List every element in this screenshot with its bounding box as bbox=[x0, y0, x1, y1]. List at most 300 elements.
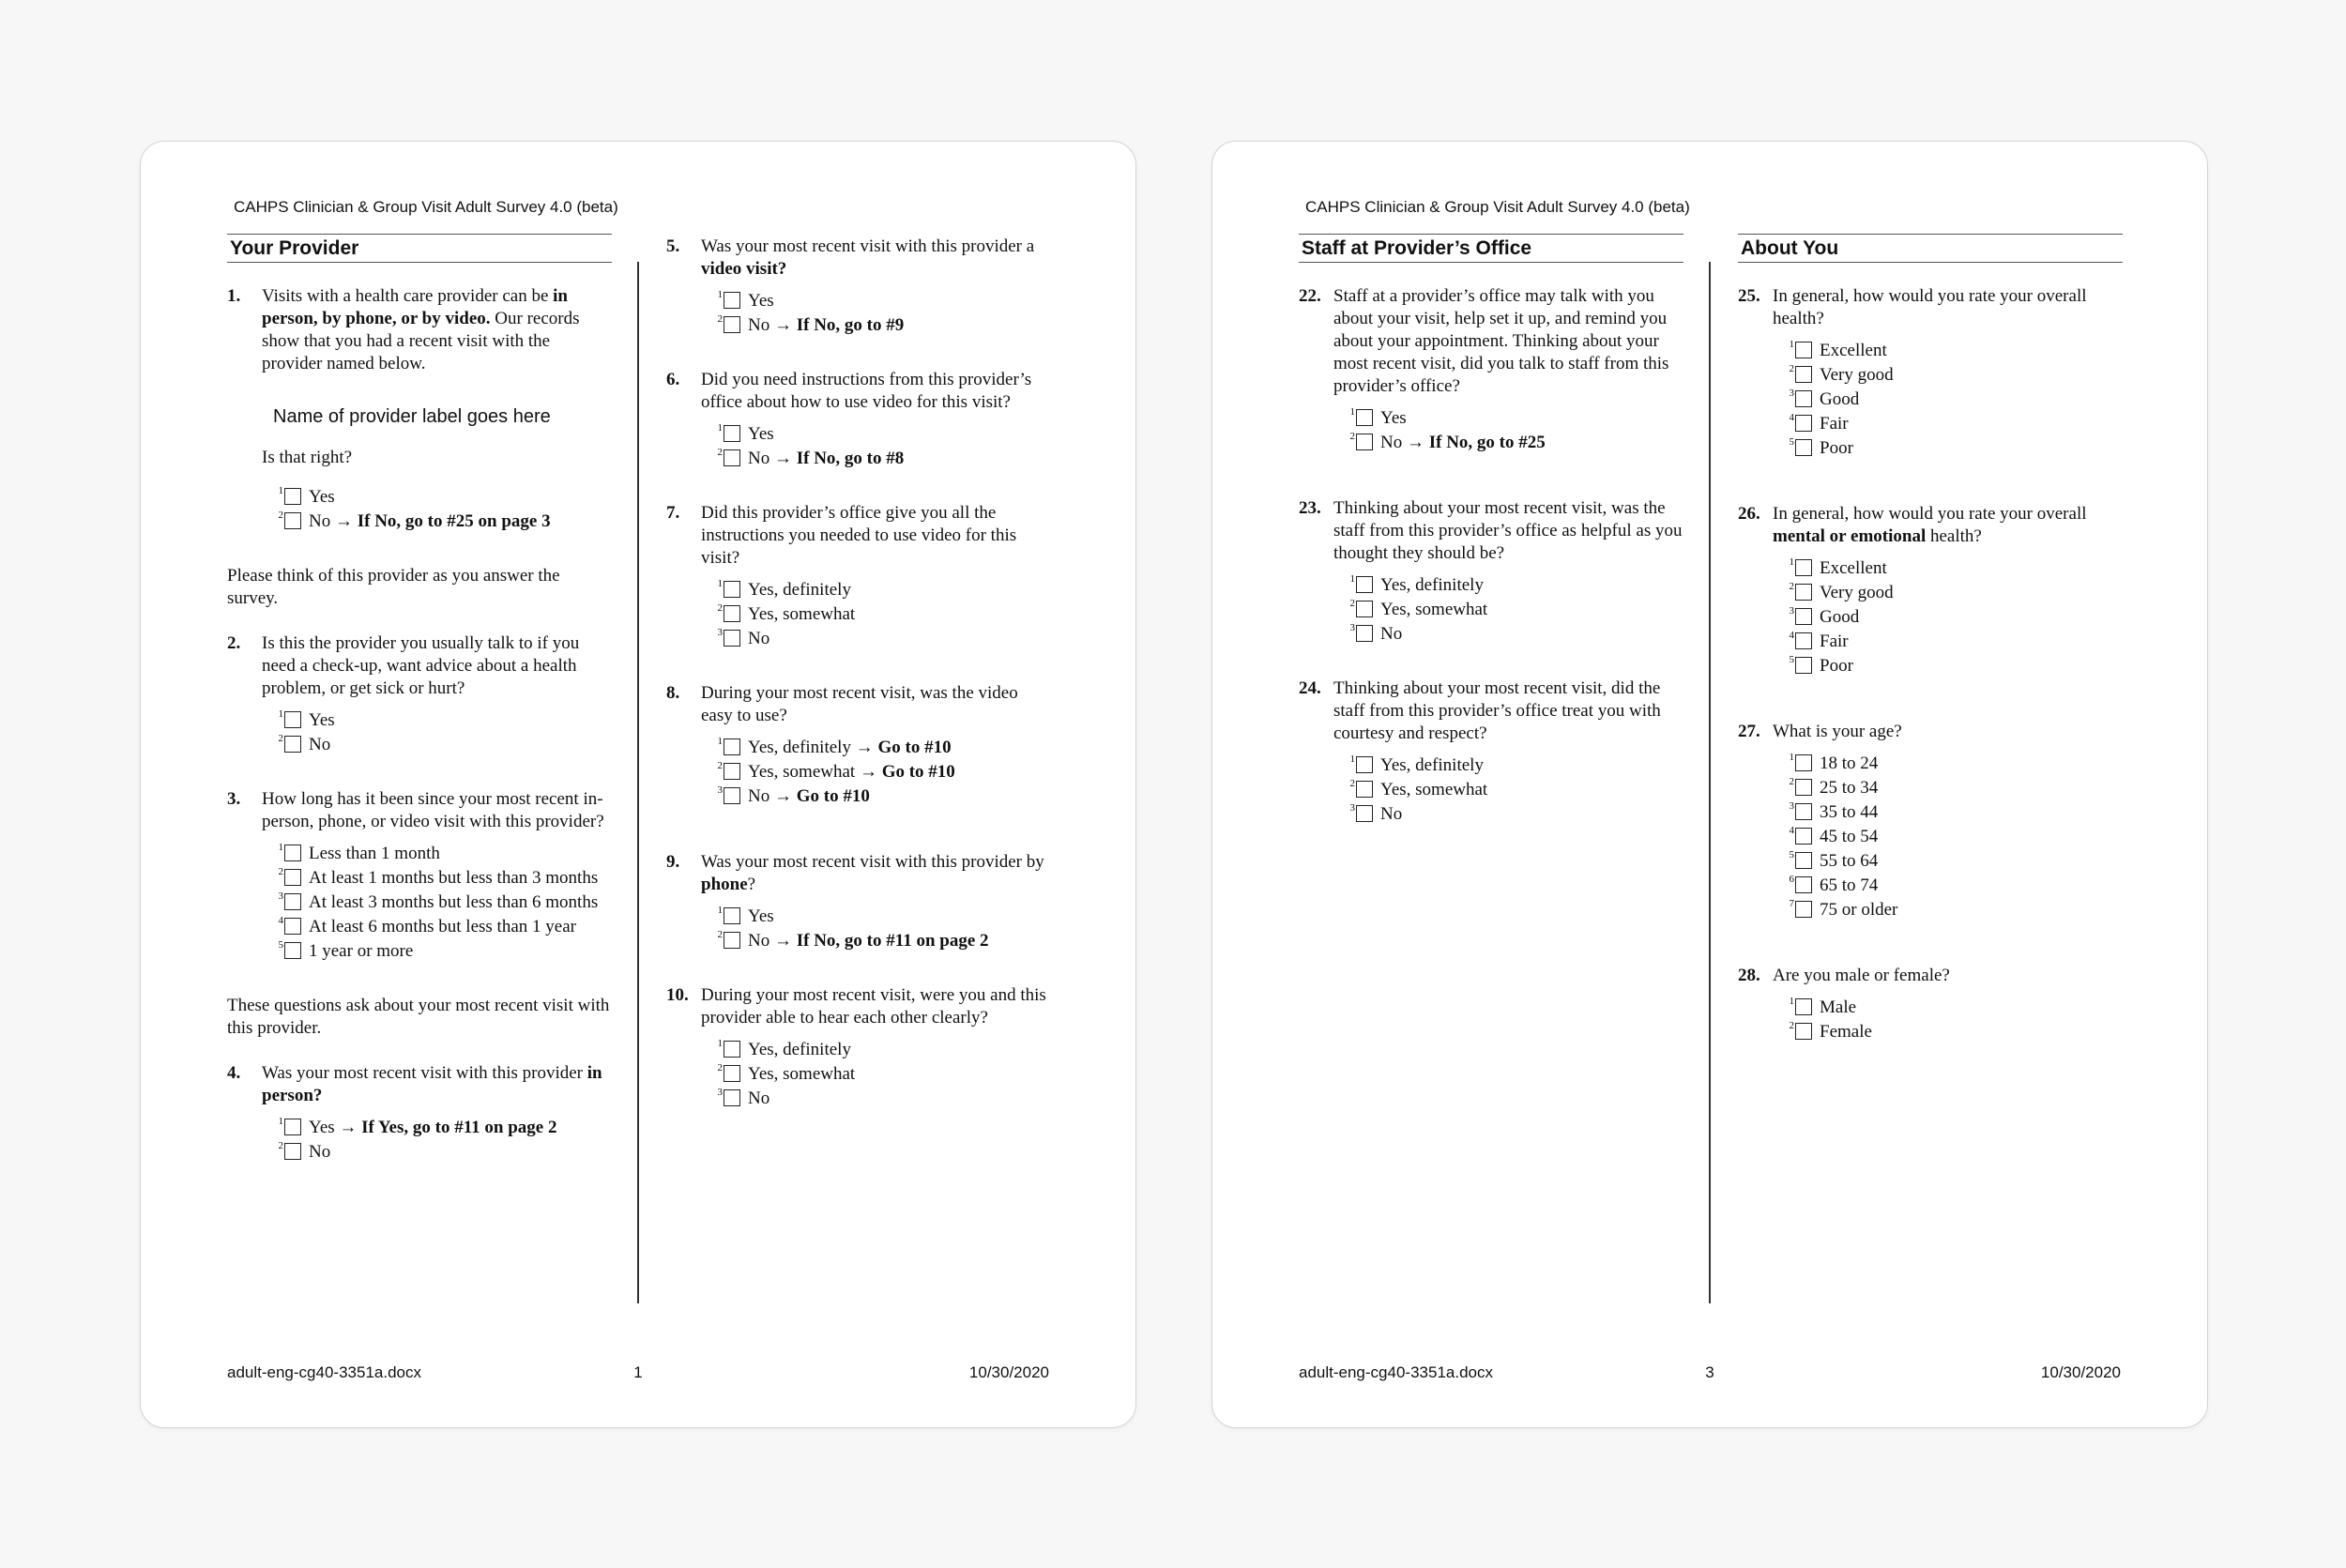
question-6 bbox=[666, 369, 1051, 414]
answer-option[interactable] bbox=[1786, 435, 2123, 460]
option-label: No → If No, go to #25 bbox=[1380, 433, 1546, 452]
option-label: No bbox=[1380, 804, 1403, 824]
answer-option[interactable] bbox=[714, 904, 1051, 928]
question-text: Did this provider’s office give you all the instructions you needed to use video for this visit? bbox=[701, 503, 1017, 568]
checkbox[interactable] bbox=[1795, 415, 1812, 432]
answer-option[interactable] bbox=[714, 1086, 1051, 1110]
answer-option[interactable] bbox=[1347, 572, 1683, 597]
checkbox[interactable] bbox=[1356, 576, 1373, 593]
checkbox[interactable] bbox=[724, 907, 740, 924]
option-label: 55 to 64 bbox=[1820, 851, 1879, 871]
question-10 bbox=[666, 984, 1051, 1029]
answer-option[interactable] bbox=[1786, 1019, 2123, 1043]
question-number: 25. bbox=[1738, 286, 1760, 306]
option-code: 1 bbox=[717, 1038, 723, 1049]
option-code: 1 bbox=[717, 736, 723, 747]
checkbox[interactable] bbox=[1795, 852, 1812, 869]
answer-options bbox=[275, 841, 612, 963]
checkbox[interactable] bbox=[724, 932, 740, 949]
checkbox[interactable] bbox=[1795, 828, 1812, 845]
answer-option[interactable] bbox=[714, 626, 1051, 650]
question-text: Thinking about your most recent visit, did the staff from this provider’s office treat you with courtesy and respect? bbox=[1333, 678, 1661, 743]
question-number: 23. bbox=[1299, 498, 1321, 518]
skip-instruction: If Yes, go to #11 on page 2 bbox=[361, 1118, 557, 1137]
answer-option[interactable] bbox=[1786, 362, 2123, 387]
answer-option[interactable] bbox=[1347, 753, 1683, 777]
option-code: 2 bbox=[717, 1062, 723, 1073]
answer-options bbox=[1786, 556, 2123, 677]
checkbox[interactable] bbox=[1795, 901, 1812, 918]
option-code: 1 bbox=[1349, 573, 1355, 585]
checkbox[interactable] bbox=[724, 738, 740, 755]
option-code: 3 bbox=[717, 784, 723, 796]
skip-arrow-icon: → bbox=[773, 315, 792, 335]
checkbox[interactable] bbox=[284, 1143, 301, 1160]
question-number: 22. bbox=[1299, 286, 1321, 306]
answer-option[interactable] bbox=[714, 421, 1051, 446]
answer-option[interactable] bbox=[1786, 556, 2123, 580]
option-code: 1 bbox=[1789, 752, 1794, 763]
answer-option[interactable] bbox=[714, 928, 1051, 952]
question-28 bbox=[1738, 965, 2123, 987]
question-5 bbox=[666, 236, 1051, 281]
skip-arrow-icon: → bbox=[334, 511, 353, 531]
checkbox[interactable] bbox=[724, 630, 740, 647]
option-code: 2 bbox=[717, 760, 723, 771]
checkbox[interactable] bbox=[1795, 559, 1812, 576]
question-number: 24. bbox=[1299, 678, 1321, 698]
answer-option[interactable] bbox=[1786, 629, 2123, 653]
document-header: CAHPS Clinician & Group Visit Adult Survey 4.0 (beta) bbox=[1305, 198, 1690, 216]
instruction-note: Please think of this provider as you answer the survey. bbox=[227, 566, 560, 608]
answer-option[interactable] bbox=[714, 1061, 1051, 1086]
question-27 bbox=[1738, 721, 2123, 743]
question-text: In general, how would you rate your overall mental or emotional health? bbox=[1773, 504, 2087, 546]
answer-option[interactable] bbox=[275, 938, 612, 963]
option-code: 2 bbox=[717, 929, 723, 940]
question-text: Thinking about your most recent visit, was the staff from this provider’s office as helpful as you thought they should be? bbox=[1333, 498, 1683, 563]
survey-page-3 bbox=[1211, 141, 2208, 1428]
question-22 bbox=[1299, 285, 1683, 398]
skip-arrow-icon: → bbox=[773, 931, 792, 951]
option-label: 1 year or more bbox=[309, 941, 414, 961]
option-label: Excellent bbox=[1820, 341, 1887, 360]
question-text: How long has it been since your most recent in-person, phone, or video visit with this provider? bbox=[262, 789, 604, 831]
option-code: 2 bbox=[717, 602, 723, 614]
option-code: 2 bbox=[717, 313, 723, 325]
question-4 bbox=[227, 1062, 612, 1107]
footer-filename: adult-eng-cg40-3351a.docx bbox=[1299, 1363, 1493, 1381]
answer-option[interactable] bbox=[1786, 995, 2123, 1019]
section-title-staff: Staff at Provider’s Office bbox=[1299, 234, 1683, 263]
answer-option[interactable] bbox=[1347, 597, 1683, 621]
option-label: 45 to 54 bbox=[1820, 827, 1879, 846]
checkbox[interactable] bbox=[284, 488, 301, 505]
checkbox[interactable] bbox=[1356, 756, 1373, 773]
checkbox[interactable] bbox=[724, 787, 740, 804]
answer-option[interactable] bbox=[714, 1037, 1051, 1061]
option-label: No bbox=[748, 1088, 770, 1108]
answer-options bbox=[275, 484, 612, 533]
option-code: 1 bbox=[717, 289, 723, 300]
option-label: Fair bbox=[1820, 414, 1849, 434]
checkbox[interactable] bbox=[724, 763, 740, 780]
skip-instruction: If No, go to #8 bbox=[796, 449, 905, 468]
question-text: Was your most recent visit with this provider a video visit? bbox=[701, 236, 1035, 279]
skip-instruction: If No, go to #25 bbox=[1428, 433, 1546, 452]
option-label: 75 or older bbox=[1820, 900, 1898, 920]
checkbox[interactable] bbox=[284, 869, 301, 886]
answer-option[interactable] bbox=[1786, 338, 2123, 362]
answer-options bbox=[275, 708, 612, 756]
answer-options bbox=[714, 288, 1051, 337]
option-code: 1 bbox=[278, 842, 283, 853]
option-code: 2 bbox=[278, 866, 283, 877]
option-label: No → If No, go to #9 bbox=[748, 315, 905, 335]
checkbox[interactable] bbox=[284, 736, 301, 753]
question-number: 6. bbox=[666, 370, 680, 389]
option-code: 6 bbox=[1789, 874, 1794, 885]
section-title-your-provider: Your Provider bbox=[227, 234, 612, 263]
option-label: Very good bbox=[1820, 365, 1894, 385]
checkbox[interactable] bbox=[724, 605, 740, 622]
skip-arrow-icon: → bbox=[773, 786, 792, 806]
option-code: 4 bbox=[1789, 630, 1794, 641]
option-label: Female bbox=[1820, 1022, 1872, 1042]
answer-option[interactable] bbox=[1786, 873, 2123, 897]
option-label: No bbox=[748, 629, 770, 648]
footer-filename: adult-eng-cg40-3351a.docx bbox=[227, 1363, 421, 1381]
answer-options bbox=[1786, 338, 2123, 460]
document-header: CAHPS Clinician & Group Visit Adult Survey 4.0 (beta) bbox=[234, 198, 618, 216]
question-text: What is your age? bbox=[1773, 722, 1902, 741]
option-label: Male bbox=[1820, 997, 1857, 1017]
option-code: 2 bbox=[278, 1140, 283, 1151]
skip-arrow-icon: → bbox=[1406, 433, 1424, 452]
option-code: 1 bbox=[1789, 996, 1794, 1007]
skip-arrow-icon: → bbox=[773, 449, 792, 468]
answer-option[interactable] bbox=[1347, 777, 1683, 801]
option-label: No → If No, go to #25 on page 3 bbox=[309, 511, 551, 531]
answer-options bbox=[1786, 751, 2123, 921]
answer-option[interactable] bbox=[275, 1115, 612, 1139]
answer-option[interactable] bbox=[714, 446, 1051, 470]
answer-option[interactable] bbox=[1786, 580, 2123, 604]
answer-option[interactable] bbox=[714, 735, 1051, 759]
provider-name-label: Name of provider label goes here bbox=[273, 406, 551, 427]
question-text: Was your most recent visit with this provider in person? bbox=[262, 1063, 602, 1105]
checkbox[interactable] bbox=[284, 512, 301, 529]
option-label: Less than 1 month bbox=[309, 844, 440, 863]
option-label: 35 to 44 bbox=[1820, 802, 1879, 822]
option-code: 3 bbox=[1789, 388, 1794, 399]
answer-option[interactable] bbox=[1347, 801, 1683, 826]
answer-option[interactable] bbox=[1786, 824, 2123, 848]
option-label: No → Go to #10 bbox=[748, 786, 870, 806]
option-label: 65 to 74 bbox=[1820, 875, 1879, 895]
answer-option[interactable] bbox=[1786, 751, 2123, 775]
option-label: Poor bbox=[1820, 438, 1853, 458]
question-text: Staff at a provider’s office may talk with you about your visit, help set it up, and remind you about your appointment. Thinking about your most recent visit, did you talk to staff from this provider’s office? bbox=[1333, 286, 1669, 396]
checkbox[interactable] bbox=[1356, 781, 1373, 798]
answer-options bbox=[1347, 572, 1683, 646]
option-label: No bbox=[309, 1142, 331, 1162]
column-right bbox=[666, 236, 1051, 1142]
answer-option[interactable] bbox=[1786, 604, 2123, 629]
option-label: Yes bbox=[309, 710, 335, 730]
option-code: 3 bbox=[1349, 622, 1355, 633]
question-text: Was your most recent visit with this provider by phone? bbox=[701, 852, 1044, 894]
skip-instruction: Go to #10 bbox=[881, 762, 955, 782]
question-1-subprompt: Is that right? bbox=[262, 448, 353, 467]
answer-option[interactable] bbox=[1786, 387, 2123, 411]
option-code: 2 bbox=[717, 447, 723, 458]
question-text: Is this the provider you usually talk to if you need a check-up, want advice about a health problem, or get sick or hurt? bbox=[262, 633, 580, 698]
question-1 bbox=[227, 285, 612, 375]
question-text: During your most recent visit, was the video easy to use? bbox=[701, 683, 1018, 725]
option-label: Yes bbox=[748, 424, 774, 444]
checkbox[interactable] bbox=[1356, 601, 1373, 617]
answer-option[interactable] bbox=[714, 288, 1051, 312]
answer-option[interactable] bbox=[1786, 897, 2123, 921]
checkbox[interactable] bbox=[1795, 779, 1812, 796]
checkbox[interactable] bbox=[284, 893, 301, 910]
column-divider bbox=[1709, 262, 1711, 1303]
option-label: Yes bbox=[748, 906, 774, 926]
checkbox[interactable] bbox=[1795, 803, 1812, 820]
checkbox[interactable] bbox=[1795, 439, 1812, 456]
option-code: 3 bbox=[1789, 605, 1794, 617]
answer-option[interactable] bbox=[275, 865, 612, 890]
question-number: 7. bbox=[666, 503, 680, 523]
option-code: 5 bbox=[278, 939, 283, 951]
question-text: During your most recent visit, were you and this provider able to hear each other clearly? bbox=[701, 985, 1046, 1028]
answer-option[interactable] bbox=[1347, 405, 1683, 430]
question-number: 9. bbox=[666, 852, 680, 872]
checkbox[interactable] bbox=[1795, 876, 1812, 893]
option-label: No bbox=[309, 735, 331, 754]
instruction-note: These questions ask about your most recent visit with this provider. bbox=[227, 996, 610, 1038]
option-label: Fair bbox=[1820, 632, 1849, 651]
answer-option[interactable] bbox=[1786, 653, 2123, 677]
option-code: 1 bbox=[717, 578, 723, 589]
skip-instruction: If No, go to #11 on page 2 bbox=[796, 931, 989, 951]
option-label: No → If No, go to #11 on page 2 bbox=[748, 931, 989, 951]
checkbox[interactable] bbox=[1795, 608, 1812, 625]
option-label: Yes, definitely bbox=[748, 1040, 851, 1059]
checkbox[interactable] bbox=[284, 942, 301, 959]
skip-arrow-icon: → bbox=[855, 738, 874, 757]
checkbox[interactable] bbox=[1356, 409, 1373, 426]
checkbox[interactable] bbox=[724, 316, 740, 333]
footer-page-number: 1 bbox=[633, 1363, 643, 1381]
checkbox[interactable] bbox=[724, 449, 740, 466]
option-code: 2 bbox=[278, 510, 283, 521]
skip-instruction: Go to #10 bbox=[796, 786, 870, 806]
option-label: Yes bbox=[309, 487, 335, 507]
option-code: 3 bbox=[1789, 800, 1794, 812]
option-code: 3 bbox=[1349, 802, 1355, 814]
question-9 bbox=[666, 851, 1051, 896]
option-label: Poor bbox=[1820, 656, 1853, 676]
question-8 bbox=[666, 682, 1051, 727]
option-code: 2 bbox=[1789, 581, 1794, 592]
answer-option[interactable] bbox=[275, 484, 612, 509]
answer-option[interactable] bbox=[275, 708, 612, 732]
option-code: 4 bbox=[1789, 412, 1794, 423]
option-label: Yes → If Yes, go to #11 on page 2 bbox=[309, 1118, 557, 1137]
answer-option[interactable] bbox=[1786, 848, 2123, 873]
option-code: 5 bbox=[1789, 436, 1794, 448]
option-label: At least 6 months but less than 1 year bbox=[309, 917, 576, 936]
question-number: 27. bbox=[1738, 722, 1760, 741]
checkbox[interactable] bbox=[1795, 1023, 1812, 1040]
checkbox[interactable] bbox=[284, 711, 301, 728]
checkbox[interactable] bbox=[724, 1089, 740, 1106]
option-label: Very good bbox=[1820, 583, 1894, 602]
option-code: 2 bbox=[1349, 598, 1355, 609]
option-code: 2 bbox=[1789, 776, 1794, 787]
option-label: Yes, somewhat bbox=[1380, 600, 1488, 619]
answer-option[interactable] bbox=[275, 1139, 612, 1164]
column-divider bbox=[637, 262, 639, 1303]
option-label: Good bbox=[1820, 607, 1860, 627]
option-code: 3 bbox=[278, 891, 283, 902]
answer-option[interactable] bbox=[275, 890, 612, 914]
checkbox[interactable] bbox=[284, 1119, 301, 1135]
checkbox[interactable] bbox=[1795, 632, 1812, 649]
option-code: 1 bbox=[278, 485, 283, 496]
answer-options bbox=[275, 1115, 612, 1164]
answer-option[interactable] bbox=[275, 841, 612, 865]
skip-arrow-icon: → bbox=[339, 1118, 358, 1137]
question-2 bbox=[227, 632, 612, 700]
answer-options bbox=[714, 577, 1051, 650]
option-code: 2 bbox=[278, 733, 283, 744]
option-code: 1 bbox=[717, 422, 723, 434]
option-code: 2 bbox=[1789, 1020, 1794, 1031]
footer-page-number: 3 bbox=[1705, 1363, 1714, 1381]
option-code: 1 bbox=[278, 708, 283, 720]
skip-arrow-icon: → bbox=[859, 762, 877, 782]
question-text: Are you male or female? bbox=[1773, 966, 1950, 985]
question-number: 28. bbox=[1738, 966, 1760, 985]
question-23 bbox=[1299, 497, 1683, 565]
option-code: 3 bbox=[717, 1087, 723, 1098]
option-label: Excellent bbox=[1820, 558, 1887, 578]
checkbox[interactable] bbox=[1356, 434, 1373, 450]
option-code: 2 bbox=[1349, 431, 1355, 442]
checkbox[interactable] bbox=[1795, 754, 1812, 771]
checkbox[interactable] bbox=[1356, 805, 1373, 822]
checkbox[interactable] bbox=[284, 845, 301, 861]
option-code: 1 bbox=[1349, 754, 1355, 765]
answer-options bbox=[714, 904, 1051, 952]
option-label: No bbox=[1380, 624, 1403, 644]
column-right bbox=[1738, 234, 2123, 1075]
option-label: 18 to 24 bbox=[1820, 754, 1879, 773]
column-left bbox=[227, 234, 612, 1195]
option-label: Yes, definitely bbox=[1380, 575, 1484, 595]
answer-option[interactable] bbox=[1786, 775, 2123, 799]
option-label: Yes, somewhat → Go to #10 bbox=[748, 762, 955, 782]
option-label: Yes bbox=[1380, 408, 1407, 428]
option-label: Yes, definitely bbox=[748, 580, 851, 600]
question-7 bbox=[666, 502, 1051, 570]
checkbox[interactable] bbox=[724, 1065, 740, 1082]
checkbox[interactable] bbox=[1356, 625, 1373, 642]
checkbox[interactable] bbox=[1795, 998, 1812, 1015]
skip-instruction: Go to #10 bbox=[877, 738, 952, 757]
checkbox[interactable] bbox=[284, 918, 301, 935]
answer-option[interactable] bbox=[275, 914, 612, 938]
answer-options bbox=[714, 735, 1051, 808]
checkbox[interactable] bbox=[724, 581, 740, 598]
answer-options bbox=[1347, 405, 1683, 454]
checkbox[interactable] bbox=[724, 292, 740, 309]
question-26 bbox=[1738, 503, 2123, 548]
question-25 bbox=[1738, 285, 2123, 330]
option-label: Yes, somewhat bbox=[1380, 780, 1488, 799]
answer-option[interactable] bbox=[1786, 799, 2123, 824]
option-label: Yes, definitely bbox=[1380, 755, 1484, 775]
skip-instruction: If No, go to #25 on page 3 bbox=[357, 511, 551, 531]
question-number: 4. bbox=[227, 1063, 241, 1083]
answer-option[interactable] bbox=[714, 577, 1051, 601]
answer-options bbox=[1786, 995, 2123, 1043]
checkbox[interactable] bbox=[1795, 657, 1812, 674]
question-number: 8. bbox=[666, 683, 680, 703]
answer-option[interactable] bbox=[714, 759, 1051, 784]
option-label: Yes bbox=[748, 291, 774, 311]
answer-options bbox=[1347, 753, 1683, 826]
answer-option[interactable] bbox=[1347, 621, 1683, 646]
checkbox[interactable] bbox=[1795, 342, 1812, 358]
question-3 bbox=[227, 788, 612, 833]
option-code: 7 bbox=[1789, 898, 1794, 909]
section-title-about-you: About You bbox=[1738, 234, 2123, 263]
option-label: At least 3 months but less than 6 months bbox=[309, 892, 599, 912]
checkbox[interactable] bbox=[1795, 584, 1812, 601]
option-code: 4 bbox=[1789, 825, 1794, 836]
question-text: Visits with a health care provider can be in person, by phone, or by video. Our records show that you had a recent visit with the provider named below. bbox=[262, 286, 580, 373]
question-number: 2. bbox=[227, 633, 241, 653]
option-code: 3 bbox=[717, 627, 723, 638]
option-label: Yes, somewhat bbox=[748, 1064, 856, 1084]
question-number: 1. bbox=[227, 286, 241, 306]
skip-instruction: If No, go to #9 bbox=[796, 315, 905, 335]
answer-option[interactable] bbox=[714, 784, 1051, 808]
answer-options bbox=[714, 1037, 1051, 1110]
answer-options bbox=[714, 421, 1051, 470]
option-code: 1 bbox=[278, 1116, 283, 1127]
answer-option[interactable] bbox=[275, 509, 612, 533]
checkbox[interactable] bbox=[1795, 390, 1812, 407]
answer-option[interactable] bbox=[714, 601, 1051, 626]
answer-option[interactable] bbox=[714, 312, 1051, 337]
answer-option[interactable] bbox=[1347, 430, 1683, 454]
question-text: In general, how would you rate your overall health? bbox=[1773, 286, 2087, 328]
option-code: 4 bbox=[278, 915, 283, 926]
footer-date: 10/30/2020 bbox=[2040, 1363, 2121, 1381]
answer-option[interactable] bbox=[1786, 411, 2123, 435]
checkbox[interactable] bbox=[724, 1041, 740, 1058]
question-number: 26. bbox=[1738, 504, 1760, 524]
checkbox[interactable] bbox=[724, 425, 740, 442]
answer-option[interactable] bbox=[275, 732, 612, 756]
column-left bbox=[1299, 234, 1683, 858]
checkbox[interactable] bbox=[1795, 366, 1812, 383]
